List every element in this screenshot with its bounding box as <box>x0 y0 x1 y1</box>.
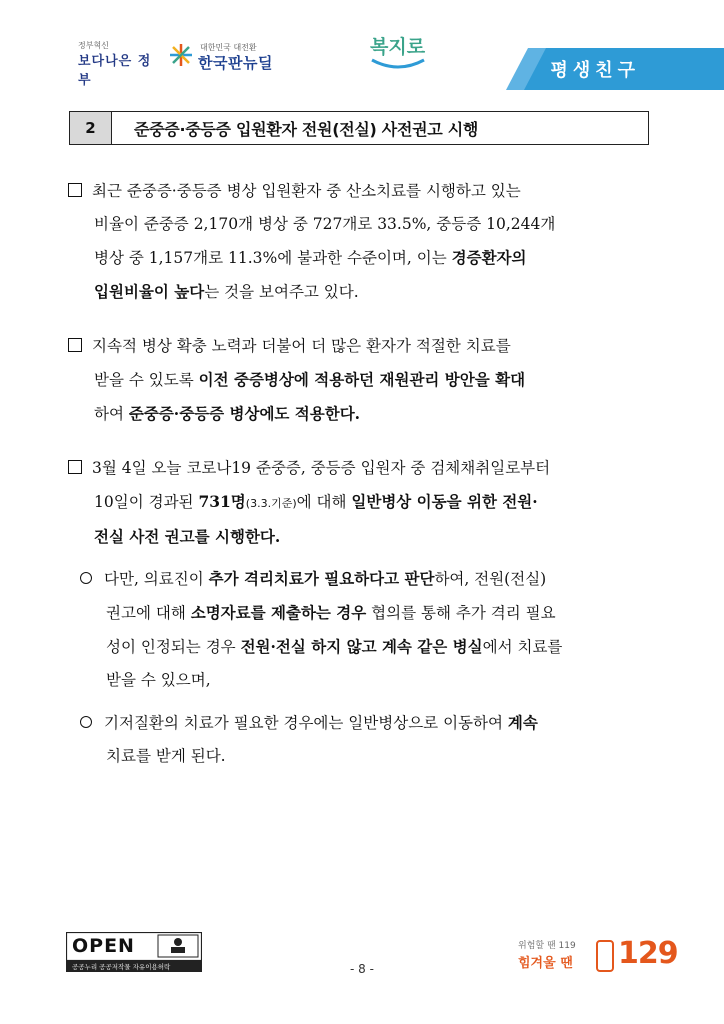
p2-line-3-bold: 준중증·중등증 병상에도 적용한다. <box>128 404 361 423</box>
p5-line-1: 기저질환의 치료가 필요한 경우에는 일반병상으로 이동하여 <box>104 714 508 732</box>
p4-line-4: 받을 수 있으며, <box>106 671 211 689</box>
p1-line-3: 병상 중 1,157개로 11.3%에 불과한 수준이며, 이는 <box>94 249 452 267</box>
circle-bullet-icon <box>80 716 92 728</box>
korean-new-deal-logo <box>168 40 328 76</box>
p2-line-2-bold: 이전 중증병상에 적용하던 재원관리 방안을 확대 <box>198 370 526 389</box>
lifelong-friend-banner <box>506 48 724 90</box>
p4-line-2b: 협의를 통해 추가 격리 필요 <box>366 604 556 622</box>
bokjiro-text: 복지로 <box>370 36 426 58</box>
square-bullet-icon <box>68 460 82 474</box>
bokjiro-smile-icon <box>368 58 428 72</box>
p1-line-3-bold: 경증환자의 <box>451 248 527 267</box>
phone-icon <box>596 940 614 972</box>
p2-line-2: 받을 수 있도록 <box>94 371 199 389</box>
paragraph-3 <box>68 452 658 553</box>
p3-line-3: 전실 사전 권고를 시행한다. <box>94 527 281 546</box>
section-title: 준중증·중등증 입원환자 전원(전실) 사전권고 시행 <box>134 119 479 139</box>
page-header <box>0 0 724 100</box>
p1-line-2: 비율이 준중증 2,170개 병상 중 727개로 33.5%, 중등증 10,244개 <box>94 215 556 233</box>
p3-date-note: (3.3.기준) <box>245 497 297 510</box>
hotline-text: 힘겨울 땐 <box>518 956 573 971</box>
paragraph-5 <box>80 706 658 773</box>
circle-bullet-icon <box>80 572 92 584</box>
p4-line-3b: 에서 치료를 <box>482 638 563 656</box>
p2-line-3: 하여 <box>94 405 129 423</box>
p3-line-2-bold-b: 일반병상 이동을 위한 전원· <box>351 492 538 511</box>
p3-line-2: 10일이 경과된 <box>94 493 199 511</box>
p5-line-1-bold: 계속 <box>507 713 538 732</box>
bokjiro-logo <box>368 30 428 74</box>
p3-line-2-bold: 731명 <box>198 492 246 511</box>
open-caption: 공공누리 공공저작물 자유이용허락 <box>72 963 171 971</box>
p4-line-1-bold: 추가 격리치료가 필요하다고 판단 <box>208 569 435 588</box>
p3-line-1: 3월 4일 오늘 코로나19 준중증, 중등증 입원자 중 검체채취일로부터 <box>92 459 551 477</box>
newdeal-caption: 대한민국 대전환 <box>200 43 257 52</box>
hotline-caption: 위험할 땐 119 <box>518 941 576 951</box>
hotline-129-badge <box>514 934 678 978</box>
square-bullet-icon <box>68 183 82 197</box>
hotline-number: 129 <box>618 936 678 971</box>
newdeal-text: 한국판뉴딜 <box>198 54 273 72</box>
section-title-box <box>69 111 649 145</box>
p4-line-1: 다만, 의료진이 <box>104 570 209 588</box>
p1-line-4-bold: 입원비율이 높다 <box>94 282 205 301</box>
gov-logo-text: 보다나은 정부 <box>78 54 152 88</box>
p1-line-1: 최근 준중증·중등증 병상 입원환자 중 산소치료를 시행하고 있는 <box>92 182 521 200</box>
newdeal-mark-icon <box>168 42 194 68</box>
banner-text: 평생친구 <box>550 60 640 81</box>
paragraph-1 <box>68 175 658 309</box>
p4-line-2: 권고에 대해 <box>106 604 191 622</box>
paragraph-2 <box>68 330 658 431</box>
p4-line-2-bold: 소명자료를 제출하는 경우 <box>190 603 367 622</box>
section-number: 2 <box>70 112 112 144</box>
gov-logo-caption: 정부혁신 <box>78 41 109 50</box>
p4-line-1b: 하여, 전원(전실) <box>434 570 547 588</box>
p1-line-4: 는 것을 보여주고 있다. <box>204 283 359 301</box>
square-bullet-icon <box>68 338 82 352</box>
government-innovation-logo <box>76 38 156 88</box>
p4-line-3: 성이 인정되는 경우 <box>106 638 241 656</box>
paragraph-4 <box>80 562 658 697</box>
p3-line-2b: 에 대해 <box>296 493 352 511</box>
p4-line-3-bold: 전원·전실 하지 않고 계속 같은 병실 <box>240 637 483 656</box>
p2-line-1: 지속적 병상 확충 노력과 더불어 더 많은 환자가 적절한 치료를 <box>92 337 511 355</box>
p5-line-2: 치료를 받게 된다. <box>106 747 226 765</box>
open-label: OPEN <box>72 935 135 957</box>
page-number: - 8 - <box>350 962 374 976</box>
